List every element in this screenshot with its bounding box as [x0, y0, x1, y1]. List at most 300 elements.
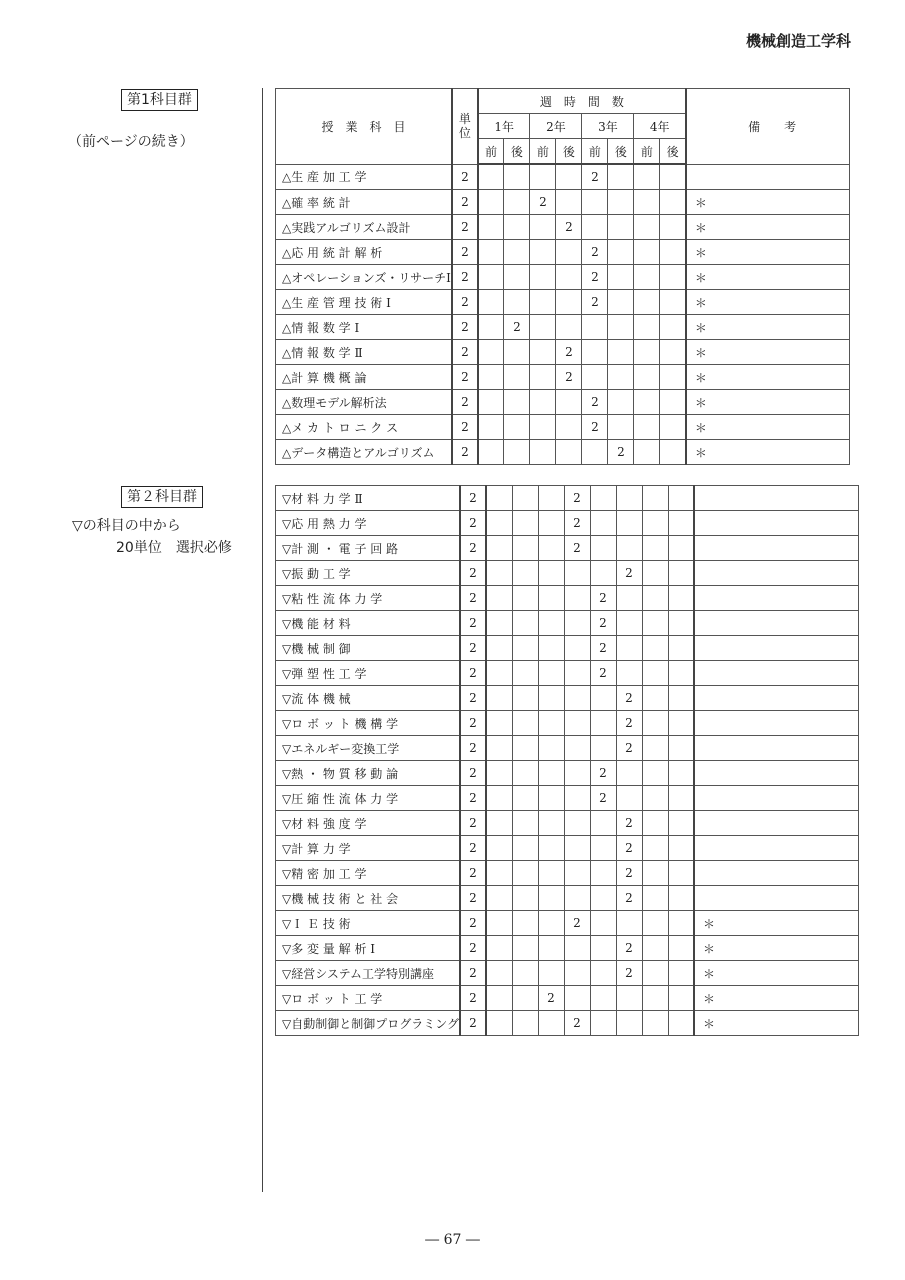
- subject-remark: ＊: [694, 961, 858, 986]
- hours-cell: [478, 240, 504, 265]
- hours-cell: [590, 736, 616, 761]
- hours-cell: [564, 561, 590, 586]
- subject-name: ▽材 料 力 学 Ⅱ: [276, 486, 461, 511]
- hours-cell: [512, 711, 538, 736]
- subject-unit: 2: [460, 611, 486, 636]
- table-row: [276, 886, 859, 911]
- subject-name: ▽経営システム工学特別講座: [276, 961, 461, 986]
- hours-cell: [486, 586, 512, 611]
- table-row: [276, 536, 859, 561]
- hours-cell: [660, 365, 686, 390]
- hours-cell: 2: [608, 440, 634, 465]
- hours-cell: 2: [564, 486, 590, 511]
- hours-cell: [642, 836, 668, 861]
- subject-name: △確 率 統 計: [276, 190, 452, 215]
- subject-remark: [694, 636, 858, 661]
- hours-cell: [642, 961, 668, 986]
- subject-unit: 2: [452, 315, 478, 340]
- hours-cell: 2: [504, 315, 530, 340]
- table-row: [276, 936, 859, 961]
- hours-cell: [642, 511, 668, 536]
- hours-cell: [530, 240, 556, 265]
- table-row: [276, 365, 850, 390]
- header-year-3: 3年: [582, 114, 634, 139]
- hours-cell: [504, 390, 530, 415]
- subject-name: ▽Ｉ Ｅ 技 術: [276, 911, 461, 936]
- hours-cell: [478, 315, 504, 340]
- hours-cell: 2: [616, 686, 642, 711]
- header-back: 後: [504, 139, 530, 165]
- subject-remark: [694, 861, 858, 886]
- hours-cell: [608, 365, 634, 390]
- subject-remark: [694, 686, 858, 711]
- table-row: [276, 561, 859, 586]
- hours-cell: 2: [616, 736, 642, 761]
- hours-cell: [582, 440, 608, 465]
- hours-cell: [642, 536, 668, 561]
- hours-cell: [660, 164, 686, 190]
- hours-cell: [668, 686, 694, 711]
- hours-cell: [590, 911, 616, 936]
- hours-cell: [660, 265, 686, 290]
- subject-unit: 2: [460, 586, 486, 611]
- hours-cell: [530, 415, 556, 440]
- hours-cell: [504, 340, 530, 365]
- hours-cell: [590, 936, 616, 961]
- subject-name: △数理モデル解析法: [276, 390, 452, 415]
- subject-name: △生 産 加 工 学: [276, 164, 452, 190]
- subject-remark: ＊: [686, 215, 850, 240]
- hours-cell: [642, 611, 668, 636]
- hours-cell: [590, 711, 616, 736]
- hours-cell: [512, 911, 538, 936]
- subject-unit: 2: [460, 686, 486, 711]
- hours-cell: [564, 836, 590, 861]
- table-row: [276, 786, 859, 811]
- hours-cell: [668, 711, 694, 736]
- hours-cell: [530, 215, 556, 240]
- table-row: [276, 986, 859, 1011]
- hours-cell: [478, 440, 504, 465]
- hours-cell: [556, 290, 582, 315]
- hours-cell: [668, 836, 694, 861]
- hours-cell: [616, 1011, 642, 1036]
- table-row: [276, 290, 850, 315]
- table-row: [276, 736, 859, 761]
- subject-unit: 2: [452, 340, 478, 365]
- hours-cell: [486, 861, 512, 886]
- hours-cell: [538, 786, 564, 811]
- hours-cell: [660, 240, 686, 265]
- hours-cell: [556, 190, 582, 215]
- hours-cell: [512, 961, 538, 986]
- hours-cell: [608, 340, 634, 365]
- hours-cell: 2: [564, 1011, 590, 1036]
- hours-cell: [504, 215, 530, 240]
- hours-cell: [512, 686, 538, 711]
- subject-name: ▽粘 性 流 体 力 学: [276, 586, 461, 611]
- hours-cell: [564, 686, 590, 711]
- subject-name: ▽計 測 ・ 電 子 回 路: [276, 536, 461, 561]
- hours-cell: [478, 265, 504, 290]
- header-back: 後: [608, 139, 634, 165]
- subject-remark: [694, 561, 858, 586]
- hours-cell: [486, 711, 512, 736]
- hours-cell: [642, 661, 668, 686]
- hours-cell: 2: [616, 936, 642, 961]
- hours-cell: [634, 440, 660, 465]
- hours-cell: [616, 661, 642, 686]
- hours-cell: [660, 290, 686, 315]
- hours-cell: [538, 761, 564, 786]
- hours-cell: [486, 936, 512, 961]
- hours-cell: [582, 315, 608, 340]
- subject-remark: [694, 586, 858, 611]
- hours-cell: [660, 390, 686, 415]
- table-row: [276, 440, 850, 465]
- hours-cell: [512, 811, 538, 836]
- hours-cell: 2: [616, 836, 642, 861]
- subject-name: ▽振 動 工 学: [276, 561, 461, 586]
- hours-cell: [590, 1011, 616, 1036]
- hours-cell: [668, 936, 694, 961]
- header-unit: 単位: [452, 89, 478, 165]
- subject-name: ▽流 体 機 械: [276, 686, 461, 711]
- hours-cell: [538, 836, 564, 861]
- hours-cell: [564, 961, 590, 986]
- hours-cell: [608, 240, 634, 265]
- hours-cell: [616, 511, 642, 536]
- hours-cell: [634, 265, 660, 290]
- subject-remark: ＊: [686, 190, 850, 215]
- subject-name: △データ構造とアルゴリズム: [276, 440, 452, 465]
- table-row: [276, 415, 850, 440]
- hours-cell: [642, 711, 668, 736]
- hours-cell: [530, 340, 556, 365]
- hours-cell: [486, 561, 512, 586]
- hours-cell: [582, 365, 608, 390]
- hours-cell: [486, 761, 512, 786]
- table-row: [276, 911, 859, 936]
- hours-cell: 2: [556, 340, 582, 365]
- hours-cell: [530, 164, 556, 190]
- hours-cell: [538, 611, 564, 636]
- hours-cell: [564, 786, 590, 811]
- hours-cell: [478, 340, 504, 365]
- table-row: [276, 961, 859, 986]
- hours-cell: [582, 340, 608, 365]
- subject-remark: [694, 711, 858, 736]
- hours-cell: [634, 365, 660, 390]
- hours-cell: [486, 611, 512, 636]
- header-back: 後: [556, 139, 582, 165]
- group1-label: 第1科目群: [121, 89, 198, 111]
- hours-cell: [486, 1011, 512, 1036]
- table-row: [276, 836, 859, 861]
- subject-name: ▽機 械 制 御: [276, 636, 461, 661]
- hours-cell: [538, 861, 564, 886]
- hours-cell: 2: [582, 164, 608, 190]
- hours-cell: 2: [590, 636, 616, 661]
- table-row: [276, 711, 859, 736]
- hours-cell: 2: [616, 886, 642, 911]
- header-subject: 授 業 科 目: [276, 89, 452, 165]
- hours-cell: [556, 265, 582, 290]
- subject-name: △実践アルゴリズム設計: [276, 215, 452, 240]
- hours-cell: [512, 661, 538, 686]
- subject-remark: [694, 536, 858, 561]
- hours-cell: [660, 340, 686, 365]
- subject-remark: [694, 611, 858, 636]
- subject-unit: 2: [460, 936, 486, 961]
- hours-cell: [486, 811, 512, 836]
- subject-name: ▽機 械 技 術 と 社 会: [276, 886, 461, 911]
- subject-unit: 2: [460, 861, 486, 886]
- header-remarks: 備 考: [686, 89, 850, 165]
- subject-name: ▽圧 縮 性 流 体 力 学: [276, 786, 461, 811]
- table-row: [276, 190, 850, 215]
- hours-cell: [486, 886, 512, 911]
- hours-cell: [478, 365, 504, 390]
- subject-remark: [694, 486, 858, 511]
- hours-cell: [668, 861, 694, 886]
- hours-cell: [538, 961, 564, 986]
- hours-cell: [556, 164, 582, 190]
- table-row: [276, 661, 859, 686]
- subject-remark: ＊: [686, 265, 850, 290]
- hours-cell: [538, 736, 564, 761]
- table-row: [276, 486, 859, 511]
- hours-cell: [478, 190, 504, 215]
- hours-cell: [668, 561, 694, 586]
- hours-cell: [634, 415, 660, 440]
- hours-cell: [660, 415, 686, 440]
- hours-cell: [608, 265, 634, 290]
- hours-cell: [486, 786, 512, 811]
- subject-unit: 2: [452, 440, 478, 465]
- hours-cell: [486, 661, 512, 686]
- hours-cell: [486, 961, 512, 986]
- subject-remark: ＊: [686, 440, 850, 465]
- hours-cell: [564, 586, 590, 611]
- hours-cell: [634, 340, 660, 365]
- hours-cell: [616, 586, 642, 611]
- hours-cell: [530, 265, 556, 290]
- hours-cell: 2: [556, 215, 582, 240]
- hours-cell: [642, 936, 668, 961]
- table-row: [276, 586, 859, 611]
- subject-remark: ＊: [694, 1011, 858, 1036]
- hours-cell: 2: [590, 611, 616, 636]
- hours-cell: [564, 936, 590, 961]
- hours-cell: [608, 290, 634, 315]
- subject-name: △計 算 機 概 論: [276, 365, 452, 390]
- group1-note: （前ページの続き）: [68, 134, 194, 150]
- subject-name: △オペレーションズ・リサーチⅠ: [276, 265, 452, 290]
- table-row: [276, 811, 859, 836]
- hours-cell: [668, 611, 694, 636]
- hours-cell: [538, 686, 564, 711]
- hours-cell: [478, 290, 504, 315]
- hours-cell: [590, 961, 616, 986]
- header-back: 後: [660, 139, 686, 165]
- hours-cell: [504, 240, 530, 265]
- hours-cell: 2: [582, 265, 608, 290]
- subject-remark: ＊: [686, 315, 850, 340]
- subject-name: ▽多 変 量 解 析 Ⅰ: [276, 936, 461, 961]
- hours-cell: 2: [530, 190, 556, 215]
- subject-unit: 2: [460, 836, 486, 861]
- hours-cell: [512, 636, 538, 661]
- hours-cell: [660, 190, 686, 215]
- hours-cell: 2: [616, 861, 642, 886]
- hours-cell: [486, 986, 512, 1011]
- hours-cell: [642, 486, 668, 511]
- hours-cell: [668, 536, 694, 561]
- subject-unit: 2: [452, 290, 478, 315]
- subject-remark: ＊: [694, 936, 858, 961]
- group2-note-line1: ▽の科目の中から: [72, 518, 181, 534]
- subject-unit: 2: [452, 390, 478, 415]
- header-year-1: 1年: [478, 114, 530, 139]
- hours-cell: [486, 511, 512, 536]
- hours-cell: [668, 786, 694, 811]
- hours-cell: [486, 486, 512, 511]
- hours-cell: [642, 1011, 668, 1036]
- hours-cell: [590, 986, 616, 1011]
- hours-cell: [504, 164, 530, 190]
- hours-cell: [538, 636, 564, 661]
- hours-cell: [556, 240, 582, 265]
- hours-cell: [486, 536, 512, 561]
- subject-name: △情 報 数 学 Ⅰ: [276, 315, 452, 340]
- hours-cell: [634, 215, 660, 240]
- subject-name: ▽応 用 熱 力 学: [276, 511, 461, 536]
- hours-cell: [660, 315, 686, 340]
- header-front: 前: [530, 139, 556, 165]
- subject-remark: [694, 886, 858, 911]
- subject-unit: 2: [452, 164, 478, 190]
- hours-cell: [556, 315, 582, 340]
- hours-cell: [486, 686, 512, 711]
- hours-cell: [530, 390, 556, 415]
- subject-name: △情 報 数 学 Ⅱ: [276, 340, 452, 365]
- hours-cell: [564, 861, 590, 886]
- hours-cell: [608, 190, 634, 215]
- hours-cell: [564, 986, 590, 1011]
- hours-cell: [590, 861, 616, 886]
- table-row: [276, 315, 850, 340]
- subject-remark: ＊: [686, 365, 850, 390]
- hours-cell: [564, 761, 590, 786]
- subject-name: ▽自動制御と制御プログラミング: [276, 1011, 461, 1036]
- hours-cell: [668, 636, 694, 661]
- table-row: [276, 761, 859, 786]
- hours-cell: [478, 164, 504, 190]
- hours-cell: [590, 536, 616, 561]
- hours-cell: 2: [590, 786, 616, 811]
- hours-cell: [616, 761, 642, 786]
- hours-cell: 2: [616, 811, 642, 836]
- hours-cell: [512, 986, 538, 1011]
- hours-cell: [512, 1011, 538, 1036]
- subject-remark: [694, 661, 858, 686]
- subject-name: ▽精 密 加 工 学: [276, 861, 461, 886]
- subject-unit: 2: [452, 265, 478, 290]
- hours-cell: [564, 711, 590, 736]
- subject-unit: 2: [460, 911, 486, 936]
- hours-cell: 2: [556, 365, 582, 390]
- page-number: ― 67 ―: [425, 1232, 480, 1248]
- subject-remark: ＊: [686, 240, 850, 265]
- hours-cell: [642, 636, 668, 661]
- hours-cell: [590, 486, 616, 511]
- hours-cell: 2: [582, 390, 608, 415]
- hours-cell: [504, 440, 530, 465]
- subject-remark: [694, 736, 858, 761]
- hours-cell: [504, 415, 530, 440]
- hours-cell: [538, 586, 564, 611]
- hours-cell: 2: [582, 240, 608, 265]
- subject-unit: 2: [460, 661, 486, 686]
- hours-cell: [642, 986, 668, 1011]
- hours-cell: [538, 911, 564, 936]
- hours-cell: [538, 511, 564, 536]
- hours-cell: [642, 861, 668, 886]
- department-title: 機械創造工学科: [745, 32, 851, 50]
- subject-unit: 2: [452, 190, 478, 215]
- hours-cell: 2: [616, 561, 642, 586]
- table-row: [276, 240, 850, 265]
- subject-name: ▽エネルギー変換工学: [276, 736, 461, 761]
- subject-unit: 2: [460, 986, 486, 1011]
- hours-cell: [582, 190, 608, 215]
- header-year-4: 4年: [634, 114, 686, 139]
- header-front: 前: [478, 139, 504, 165]
- hours-cell: [634, 390, 660, 415]
- hours-cell: [634, 290, 660, 315]
- hours-cell: 2: [564, 536, 590, 561]
- subject-unit: 2: [460, 761, 486, 786]
- hours-cell: [582, 215, 608, 240]
- hours-cell: [530, 315, 556, 340]
- subject-remark: [694, 511, 858, 536]
- hours-cell: [634, 164, 660, 190]
- subject-remark: [694, 811, 858, 836]
- hours-cell: [642, 786, 668, 811]
- hours-cell: [512, 861, 538, 886]
- subject-remark: ＊: [694, 911, 858, 936]
- hours-cell: 2: [538, 986, 564, 1011]
- hours-cell: [590, 836, 616, 861]
- hours-cell: [512, 761, 538, 786]
- hours-cell: [668, 486, 694, 511]
- header-weekly-hours: 週 時 間 数: [478, 89, 686, 114]
- hours-cell: [660, 440, 686, 465]
- table-row: [276, 511, 859, 536]
- hours-cell: [530, 365, 556, 390]
- table-row: [276, 265, 850, 290]
- hours-cell: 2: [616, 961, 642, 986]
- subject-name: △メ カ ト ロ ニ ク ス: [276, 415, 452, 440]
- subject-unit: 2: [452, 365, 478, 390]
- table-row: [276, 636, 859, 661]
- group2-label: 第２科目群: [121, 486, 203, 508]
- hours-cell: [512, 836, 538, 861]
- subject-remark: [694, 761, 858, 786]
- table-row: [276, 861, 859, 886]
- hours-cell: [590, 511, 616, 536]
